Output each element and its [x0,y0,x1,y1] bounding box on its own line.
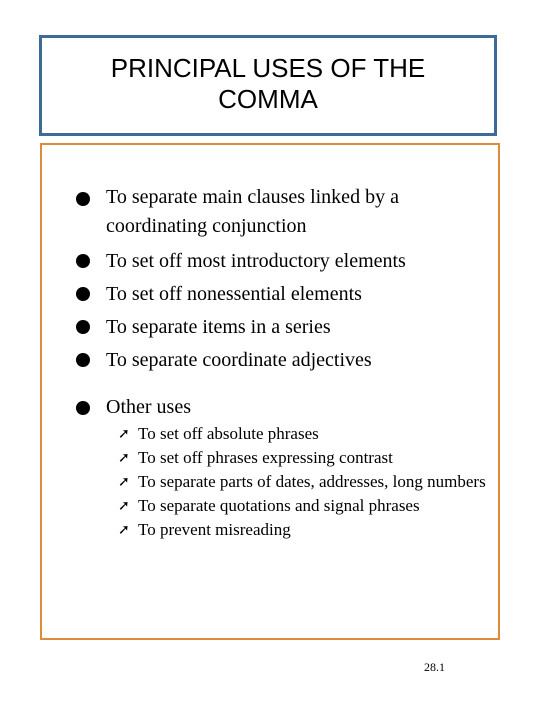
bullet-text: To separate coordinate adjectives [106,349,372,371]
sub-bullet-list [118,422,498,542]
sub-bullet-item [118,518,498,542]
main-bullet-list [64,183,464,377]
other-uses-label: Other uses [106,396,191,418]
bullet-text: To separate main clauses linked by a coordinating conjunction [106,186,399,237]
sub-bullet-item [118,446,498,470]
sub-bullet-text: To set off phrases expressing contrast [138,448,393,467]
filled-circle-bullet-icon [76,353,90,367]
sub-bullet-item [118,494,498,518]
diagonal-arrow-bullet-icon: ➚ [118,498,130,514]
bullet-item [64,183,464,241]
bullet-text: To set off nonessential elements [106,283,362,305]
diagonal-arrow-bullet-icon: ➚ [118,474,130,490]
diagonal-arrow-bullet-icon: ➚ [118,450,130,466]
sub-bullet-text: To prevent misreading [138,520,291,539]
sub-bullet-text: To set off absolute phrases [138,424,319,443]
diagonal-arrow-bullet-icon: ➚ [118,426,130,442]
sub-bullet-item [118,422,498,446]
sub-bullet-text: To separate parts of dates, addresses, long numbers [138,472,486,491]
bullet-item [64,245,464,278]
bullet-item-other-uses [64,392,191,422]
title-box [39,35,497,136]
page-number: 28.1 [424,660,445,674]
other-uses-list [64,392,191,422]
filled-circle-bullet-icon [76,254,90,268]
bullet-item [64,344,464,377]
filled-circle-bullet-icon [76,401,90,415]
filled-circle-bullet-icon [76,287,90,301]
bullet-item [64,311,464,344]
filled-circle-bullet-icon [76,192,90,206]
filled-circle-bullet-icon [76,320,90,334]
bullet-text: To set off most introductory elements [106,250,406,272]
sub-bullet-text: To separate quotations and signal phrases [138,496,420,515]
diagonal-arrow-bullet-icon: ➚ [118,522,130,538]
sub-bullet-item [118,470,498,494]
bullet-item [64,278,464,311]
slide-title: PRINCIPAL USES OF THE COMMA [110,52,426,114]
bullet-text: To separate items in a series [106,316,331,338]
